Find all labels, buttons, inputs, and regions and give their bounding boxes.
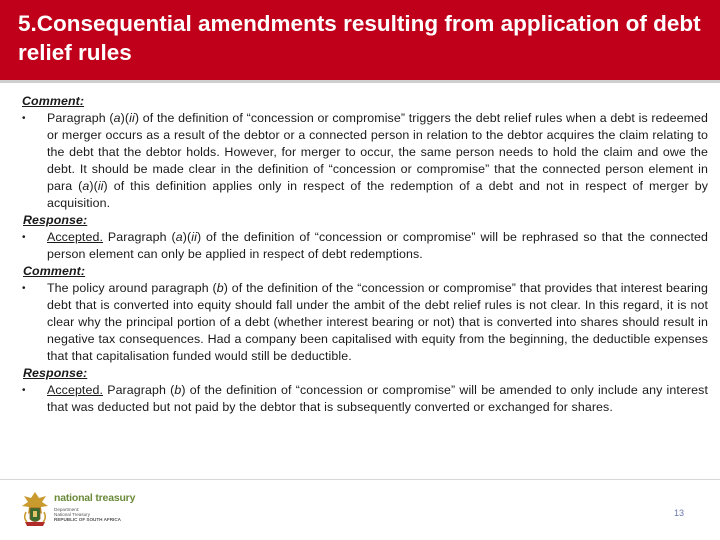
text-segment: Paragraph (	[103, 230, 176, 244]
logo-subline: National Treasury	[54, 512, 91, 517]
text-segment: a	[175, 230, 183, 244]
text-segment: Paragraph (	[47, 111, 114, 125]
section-heading: Comment:	[23, 264, 86, 278]
coat-of-arms-icon	[20, 490, 50, 530]
bullet-item	[22, 110, 708, 212]
title-bar	[0, 0, 720, 80]
text-segment: ii	[191, 230, 197, 244]
section-heading: Response:	[23, 366, 88, 380]
national-treasury-logo	[20, 490, 150, 530]
logo-subline: Department:	[54, 507, 80, 512]
text-segment: b	[216, 281, 224, 295]
title-divider	[0, 80, 720, 83]
logo-subline: REPUBLIC OF SOUTH AFRICA	[54, 517, 121, 522]
text-segment: Accepted.	[47, 383, 104, 397]
text-segment: ) of the definition of “concession or compromise” triggers the debt relief rules when a debt is redeemed or merger occurs as a result of the debtor or a connected person in relation to the debtor acquires the claim relating to the debt that the debtor holds. However, for merger to occur, the same person needs to hold the claim and owe the debt. It should be made clear in the definition of “concession or compromise” that the connected person element in para (	[47, 111, 708, 193]
footer-divider	[0, 479, 720, 480]
bullet-item	[22, 229, 708, 263]
text-segment: )(	[89, 179, 98, 193]
text-segment: )(	[182, 230, 192, 244]
text-segment: b	[174, 383, 182, 397]
logo-wordmark: national treasury	[54, 492, 136, 504]
text-segment: )(	[120, 111, 130, 125]
text-segment: ii	[97, 179, 104, 193]
text-segment: ) of the definition of “concession or compromise” will be rephrased so that the connected person element can only be applied in respect of debt redemptions.	[47, 230, 709, 261]
bullet-icon: •	[22, 385, 26, 396]
text-segment: ii	[129, 111, 135, 125]
bullet-icon: •	[22, 283, 26, 294]
text-segment: The policy around paragraph (	[47, 281, 217, 295]
text-segment: a	[113, 111, 121, 125]
bullet-icon: •	[22, 232, 26, 243]
section-heading: Comment:	[22, 94, 85, 108]
text-segment: a	[82, 179, 90, 193]
text-segment: Accepted.	[47, 230, 104, 244]
text-segment: Paragraph (	[103, 383, 175, 397]
bullet-icon: •	[22, 113, 26, 124]
slide-title: 5.Consequential amendments resulting from application of debt relief rules	[18, 11, 701, 65]
text-segment: ) of this definition applies only in respect of the redemption of a debt and not in respect of merger by acquisition.	[47, 179, 709, 210]
bullet-item	[22, 382, 708, 416]
text-segment: ) of the definition of the “concession or compromise” that provides that interest bearing debt that is converted into equity should fall under the ambit of the debt relief rules is not clear. In this regard, it is not clear why the principal portion of a debt (whether interest bearing or not) that is converted into shares should result in negative tax consequences. Had a company been capitalised with equity from the beginning, the deductible expenses that that capitalisation funded would still be deductible.	[47, 281, 708, 363]
bullet-item	[22, 280, 708, 365]
section-heading: Response:	[23, 213, 88, 227]
text-segment: ) of the definition of “concession or compromise” will be amended to only include any interest that was deducted but not paid by the debtor that is subsequently converted or exchanged for shares.	[47, 383, 708, 414]
page-number: 13	[674, 508, 685, 518]
slide-body	[22, 93, 708, 416]
